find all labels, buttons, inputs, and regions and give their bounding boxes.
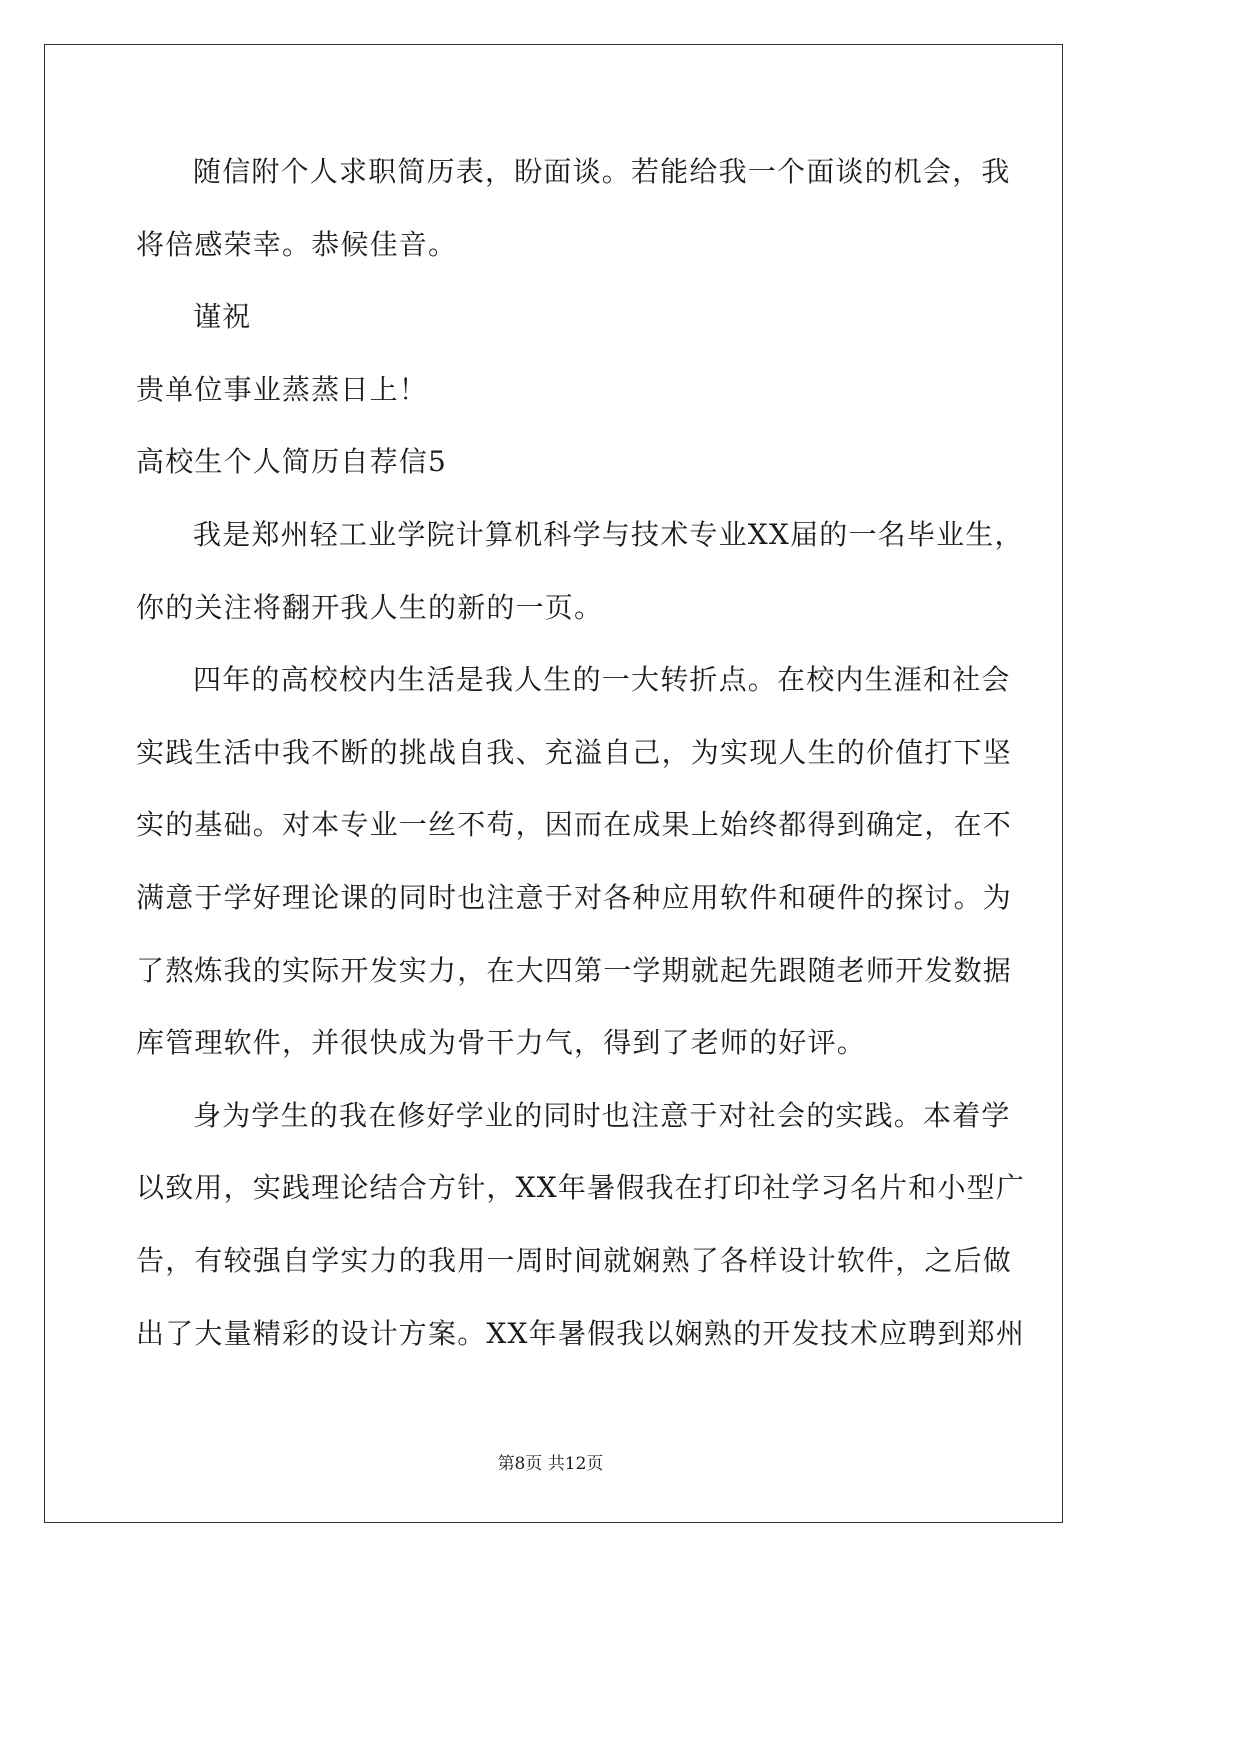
text-line: 实践生活中我不断的挑战自我、充溢自己，为实现人生的价值打下坚 xyxy=(136,735,1013,769)
heading-text: 高校生个人简历自荐信5 xyxy=(136,445,448,479)
document-body xyxy=(136,148,1096,1382)
text-line: 以致用，实践理论结合方针，XX年暑假我在打印社学习名片和小型广 xyxy=(136,1171,1026,1205)
salutation xyxy=(136,293,1096,366)
page-number-footer: 第8页 共12页 xyxy=(497,1454,604,1474)
section-heading xyxy=(136,438,1096,511)
wish-line xyxy=(136,366,1096,439)
text-line: 出了大量精彩的设计方案。XX年暑假我以娴熟的开发技术应聘到郑州 xyxy=(136,1316,1026,1350)
intro-paragraph xyxy=(136,511,1096,656)
closing-paragraph xyxy=(136,148,1096,293)
text-line: 实的基础。对本专业一丝不苟，因而在成果上始终都得到确定，在不 xyxy=(136,808,1013,842)
text-line: 贵单位事业蒸蒸日上！ xyxy=(136,372,429,406)
text-line: 告，有较强自学实力的我用一周时间就娴熟了各样设计软件，之后做 xyxy=(136,1243,1013,1277)
practice-paragraph xyxy=(136,1092,1096,1382)
study-paragraph xyxy=(136,656,1096,1092)
text-line: 了熬炼我的实际开发实力，在大四第一学期就起先跟随老师开发数据 xyxy=(136,953,1013,987)
text-line: 谨祝 xyxy=(193,300,252,334)
text-line: 随信附个人求职简历表，盼面谈。若能给我一个面谈的机会，我 xyxy=(193,155,1011,188)
text-line: 四年的高校校内生活是我人生的一大转折点。在校内生涯和社会 xyxy=(193,663,1011,697)
text-line: 满意于学好理论课的同时也注意于对各种应用软件和硬件的探讨。为 xyxy=(136,880,1013,914)
text-line: 你的关注将翻开我人生的新的一页。 xyxy=(136,590,604,624)
text-line: 身为学生的我在修好学业的同时也注意于对社会的实践。本着学 xyxy=(193,1098,1011,1132)
text-line: 库管理软件，并很快成为骨干力气，得到了老师的好评。 xyxy=(136,1026,867,1060)
text-line: 将倍感荣幸。恭候佳音。 xyxy=(136,227,458,261)
text-line: 我是郑州轻工业学院计算机科学与技术专业XX届的一名毕业生， xyxy=(193,517,1024,551)
